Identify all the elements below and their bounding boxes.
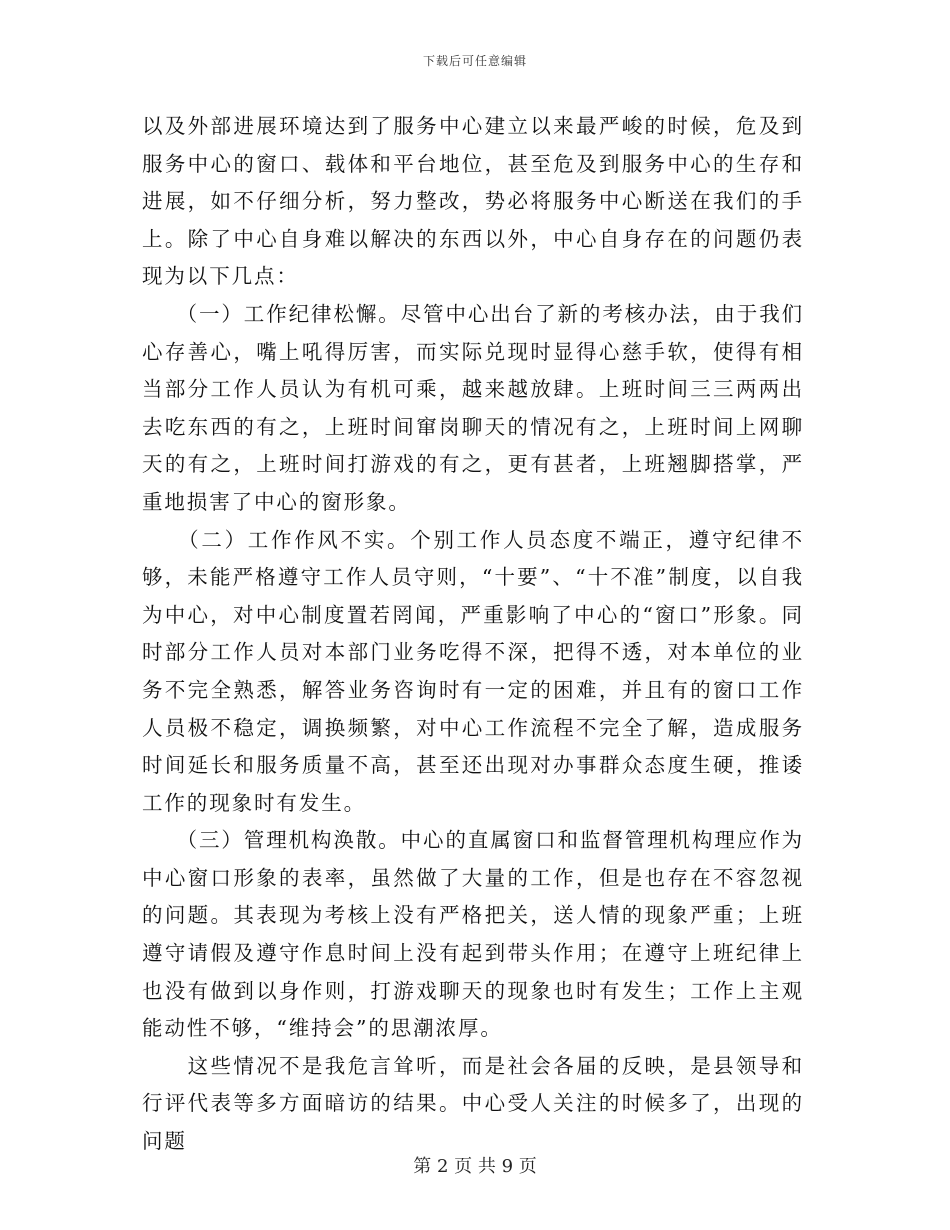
paragraph: 这些情况不是我危言耸听，而是社会各届的反映，是县领导和行评代表等多方面暗访的结果。中心受人关注的时候多了，出现的问题 (142, 1053, 804, 1154)
paragraph: （一）工作纪律松懈。尽管中心出台了新的考核办法，由于我们心存善心，嘴上吼得厉害，而实际兑现时显得心慈手软，使得有相当部分工作人员认为有机可乘，越来越放肆。上班时间三三两两出去吃东西的有之，上班时间窜岗聊天的情况有之，上班时间上网聊天的有之，上班时间打游戏的有之，更有甚者，上班翘脚搭掌，严重地损害了中心的窗形象。 (142, 301, 804, 514)
paragraph: 以及外部进展环境达到了服务中心建立以来最严峻的时候，危及到服务中心的窗口、载体和平台地位，甚至危及到服务中心的生存和进展，如不仔细分析，努力整改，势必将服务中心断送在我们的手上。除了中心自身难以解决的东西以外，中心自身存在的问题仍表现为以下几点： (142, 114, 804, 289)
page-header: 下载后可任意编辑 (422, 54, 527, 68)
paragraph: （二）工作作风不实。个别工作人员态度不端正，遵守纪律不够，未能严格遵守工作人员守则，“十要”、“十不准”制度，以自我为中心，对中心制度置若罔闻，严重影响了中心的“窗口”形象。同时部分工作人员对本部门业务吃得不深，把得不透，对本单位的业务不完全熟悉，解答业务咨询时有一定的困难，并且有的窗口工作人员极不稳定，调换频繁，对中心工作流程不完全了解，造成服务时间延长和服务质量不高，甚至还出现对办事群众态度生硬，推诿工作的现象时有发生。 (142, 527, 804, 815)
document-body (142, 108, 804, 1161)
paragraph: （三）管理机构涣散。中心的直属窗口和监督管理机构理应作为中心窗口形象的表率，虽然做了大量的工作，但是也存在不容忽视的问题。其表现为考核上没有严格把关，送人情的现象严重；上班遵守请假及遵守作息时间上没有起到带头作用；在遵守上班纪律上也没有做到以身作则，打游戏聊天的现象也时有发生；工作上主观能动性不够，“维持会”的思潮浓厚。 (142, 828, 804, 1041)
page-number: 第 2 页 共 9 页 (413, 1156, 537, 1177)
